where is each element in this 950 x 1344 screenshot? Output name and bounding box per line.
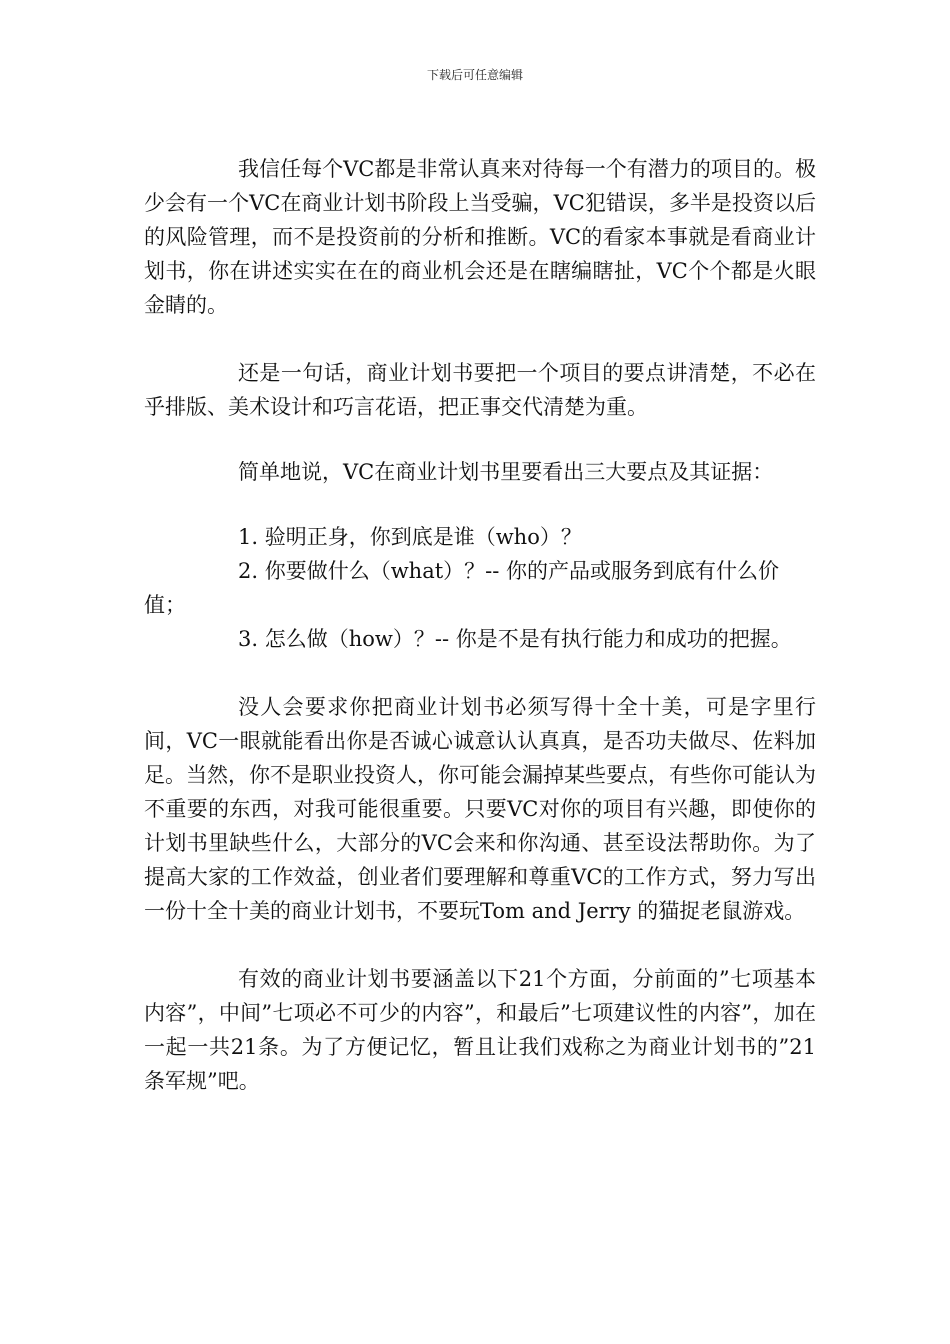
paragraph-three-points-intro: 简单地说，VC在商业计划书里要看出三大要点及其证据： — [238, 460, 774, 484]
list-item-what: 2. 你要做什么（what）？-- 你的产品或服务到底有什么价值； — [144, 559, 780, 617]
page-header: 下载后可任意编辑 — [426, 68, 523, 82]
three-points-list — [144, 520, 816, 656]
list-item-who: 1. 验明正身，你到底是谁（who）？ — [238, 525, 582, 549]
paragraph-sincerity: 没人会要求你把商业计划书必须写得十全十美，可是字里行间，VC一眼就能看出你是否诚心诚意认认真真，是否功夫做尽、佐料加足。当然，你不是职业投资人，你可能会漏掉某些要点，有些你可能认为不重要的东西，对我可能很重要。只要VC对你的项目有兴趣，即使你的计划书里缺些什么，大部分的VC会来和你沟通、甚至设法帮助你。为了提高大家的工作效益，创业者们要理解和尊重VC的工作方式，努力写出一份十全十美的商业计划书，不要玩Tom and Jerry 的猫捉老鼠游戏。 — [144, 695, 816, 923]
list-item-how: 3. 怎么做（how）？-- 你是不是有执行能力和成功的把握。 — [238, 627, 792, 651]
document-body — [144, 152, 816, 1098]
paragraph-21-rules: 有效的商业计划书要涵盖以下21个方面，分前面的”七项基本内容”，中间”七项必不可少的内容”，和最后”七项建议性的内容”，加在一起一共21条。为了方便记忆，暂且让我们戏称之为商业计划书的”21条军规”吧。 — [144, 967, 816, 1093]
paragraph-key-points: 还是一句话，商业计划书要把一个项目的要点讲清楚，不必在乎排版、美术设计和巧言花语，把正事交代清楚为重。 — [144, 361, 816, 419]
paragraph-vc-diligence: 我信任每个VC都是非常认真来对待每一个有潜力的项目的。极少会有一个VC在商业计划书阶段上当受骗，VC犯错误，多半是投资以后的风险管理，而不是投资前的分析和推断。VC的看家本事就是看商业计划书，你在讲述实实在在的商业机会还是在瞎编瞎扯，VC个个都是火眼金睛的。 — [144, 157, 816, 317]
